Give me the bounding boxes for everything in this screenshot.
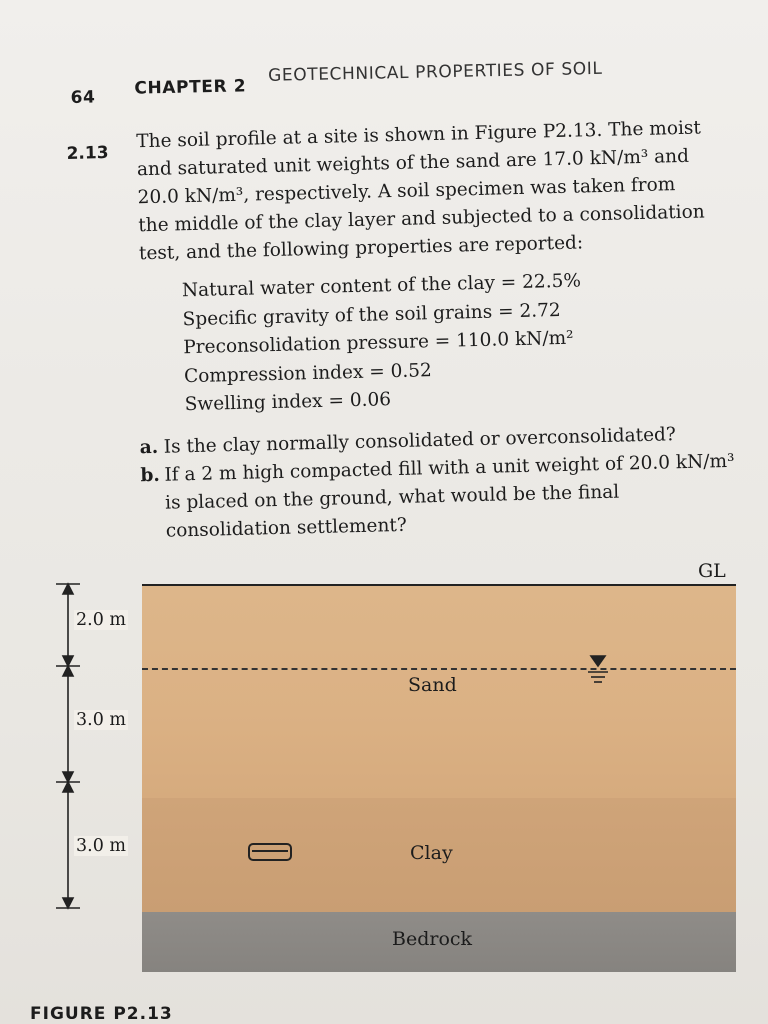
bedrock-label: Bedrock xyxy=(392,928,473,950)
property-specific-gravity: Specific gravity of the soil grains = 2.72 xyxy=(182,299,561,330)
problem-2-13 xyxy=(66,114,735,542)
arrow-down-icon xyxy=(63,898,73,908)
statement-line: test, and the following properties are reported: xyxy=(138,232,584,265)
statement-line: The soil profile at a site is shown in Figure P2.13. The moist xyxy=(136,117,702,153)
page-header xyxy=(70,57,668,108)
soil-properties-list xyxy=(182,267,584,419)
arrow-up-icon xyxy=(63,584,73,594)
statement-line: 20.0 kN/m³, respectively. A soil specimen was taken from xyxy=(137,174,676,209)
property-preconsolidation: Preconsolidation pressure = 110.0 kN/m² xyxy=(183,327,574,359)
questions xyxy=(139,420,742,547)
property-water-content: Natural water content of the clay = 22.5% xyxy=(181,270,582,302)
question-text: Is the clay normally consolidated or overconsolidated? xyxy=(163,424,677,458)
question-label: b. xyxy=(140,464,161,487)
clay-label: Clay xyxy=(410,842,453,864)
question-b xyxy=(140,448,742,547)
dimension-clay: 3.0 m xyxy=(76,836,126,856)
question-label: a. xyxy=(139,436,159,459)
sand-label: Sand xyxy=(408,674,457,696)
chapter-title: GEOTECHNICAL PROPERTIES OF SOIL xyxy=(267,58,603,86)
water-table-icon xyxy=(588,656,608,682)
page-number: 64 xyxy=(70,87,96,108)
statement-line: and saturated unit weights of the sand are 17.0 kN/m³ and xyxy=(136,145,690,181)
dimension-sand-lower: 3.0 m xyxy=(76,710,126,730)
ground-level-label: GL xyxy=(698,560,726,582)
soil-profile-figure xyxy=(0,560,768,1024)
arrow-up-icon xyxy=(63,666,73,676)
property-compression-index: Compression index = 0.52 xyxy=(183,359,433,387)
property-swelling-index: Swelling index = 0.06 xyxy=(184,389,392,416)
figure-caption: FIGURE P2.13 xyxy=(30,1004,173,1024)
dimension-sand-upper: 2.0 m xyxy=(76,610,126,630)
question-text: If a 2 m high compacted fill with a unit weight of 20.0 kN/m³ is placed on the ground, what would be the final consolidation settlement? xyxy=(164,450,735,542)
soil-specimen-icon xyxy=(248,843,292,861)
arrow-up-icon xyxy=(63,782,73,792)
problem-number: 2.13 xyxy=(66,142,109,164)
chapter-label: CHAPTER 2 xyxy=(134,76,247,99)
statement-line: the middle of the clay layer and subjected to a consolidation xyxy=(138,201,705,237)
problem-statement xyxy=(136,114,729,268)
